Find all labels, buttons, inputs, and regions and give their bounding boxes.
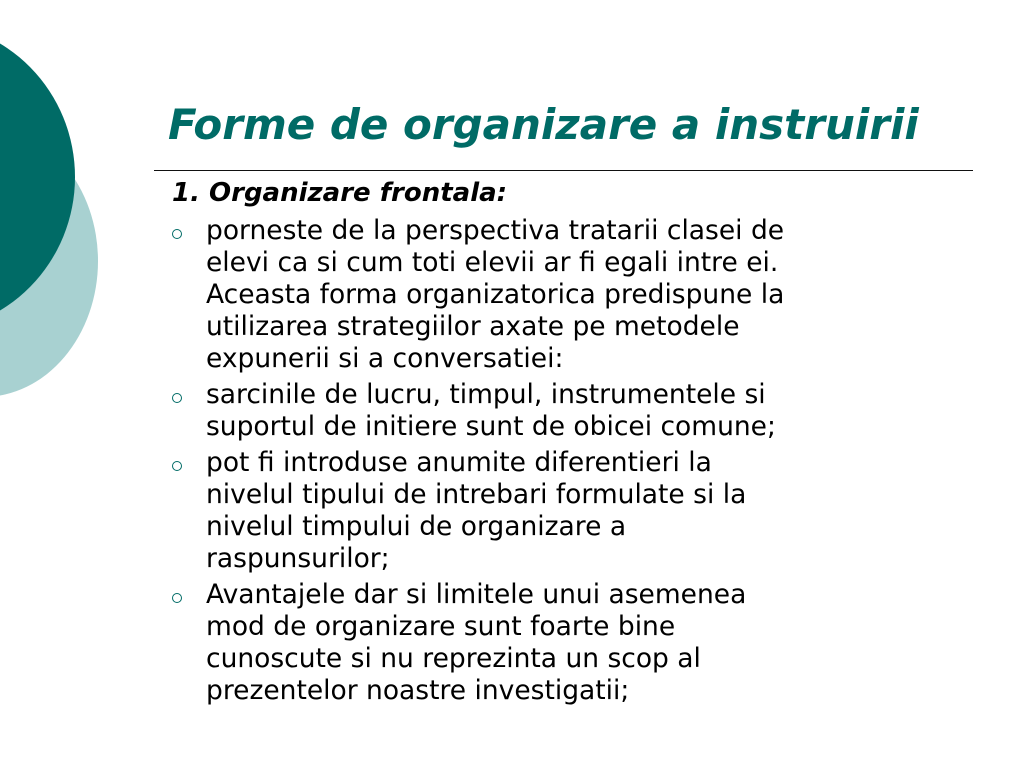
bullet-list bbox=[168, 215, 988, 711]
hollow-circle-bullet-icon bbox=[172, 393, 182, 403]
bullet-item bbox=[168, 447, 988, 575]
bullet-text: pot fi introduse anumite diferentieri la nivelul tipului de intrebari formulate si la nivelul timpului de organizare a raspunsurilor; bbox=[206, 447, 747, 574]
section-subheading: 1. Organizare frontala: bbox=[172, 178, 508, 208]
hollow-circle-bullet-icon bbox=[172, 229, 182, 239]
bullet-text: porneste de la perspectiva tratarii clasei de elevi ca si cum toti elevii ar fi egali intre ei. Aceasta forma organizatorica predispune la utilizarea strategiilor axate pe metodele expunerii si a conversatiei: bbox=[206, 215, 785, 374]
bullet-item bbox=[168, 579, 988, 707]
title-divider bbox=[154, 170, 973, 171]
bullet-text: Avantajele dar si limitele unui asemenea mod de organizare sunt foarte bine cunoscute si nu reprezinta un scop al prezentelor noastre investigatii; bbox=[206, 579, 747, 706]
bullet-item bbox=[168, 379, 988, 443]
hollow-circle-bullet-icon bbox=[172, 593, 182, 603]
hollow-circle-bullet-icon bbox=[172, 461, 182, 471]
bullet-item bbox=[168, 215, 988, 375]
bullet-text: sarcinile de lucru, timpul, instrumentele si suportul de initiere sunt de obicei comune; bbox=[206, 379, 776, 442]
slide-title: Forme de organizare a instruirii bbox=[168, 100, 919, 149]
